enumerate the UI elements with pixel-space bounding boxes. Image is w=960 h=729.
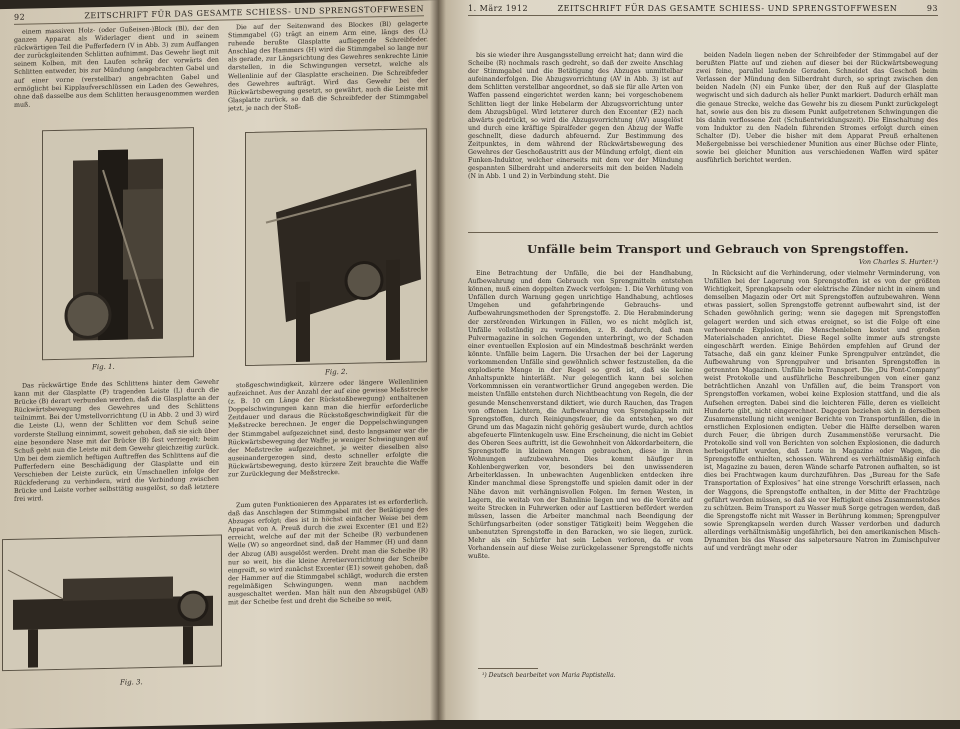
left-col2-low: Zum guten Funktionieren des Apparates ist es erforderlich, daß das Anschlagen der Stimmgabel mit der Betätigung des Abzuges erfolgt; dies ist in höchst einfacher Weise bei dem Apparat von A. Preuß durch die zwei Excenter (E1 und E2) erreicht, welche auf der mit der Scheibe (R) verbundenen Welle (W) so angeordnet sind, daß der Hammer (H) und dann der Abzug (AB) ausgelöst werden. Dreht man die Scheibe (R) nur so weit, bis die kleine Arretiervorrichtung der Scheibe eingreift, so wird zunächst Excenter (E1) soweit gehoben, daß der Hammer auf die Stimmgabel schlägt, wodurch die ersten regelmäßigen Schwingungen, wenn man nachdem ausgeschaltet werden. Man hält nun den Abzugsbügel (AB) mit der Scheibe fest und dreht die Scheibe so weit, (228, 498, 428, 607)
figure-3-caption: Fig. 3. (120, 678, 143, 687)
figure-3-photo (2, 535, 222, 672)
left-col2-mid: stoßgeschwindigkeit, kürzere oder längere Wellenlinien aufzeichnet. Aus der Anzahl der auf eine gewisse Meßstrecke (z. B. 10 cm Länge der Rückstoßbewegung) enthaltenen Doppelschwingungen kann man die hierfür erforderliche Zeitdauer und daraus die Rückstoßgeschwindigkeit für die Meßstrecke berechnen. Je enger die Doppelschwingungen der Stimmgabel aufgezeichnet sind, desto langsamer war die Rückwärtsbewegung der Waffe; je weniger Schwingungen auf der Meßstrecke aufgezeichnet, je weiter dieselben also auseinandergezogen sind, desto schneller erfolgte die Rückwärtsbewegung, desto kürzere Zeit brauchte die Waffe zur Zurücklegung der Meßstrecke. (228, 378, 428, 479)
left-running-head: ZEITSCHRIFT FÜR DAS GESAMTE SCHIESS- UND SPRENGSTOFFWESEN (84, 4, 424, 21)
right-col2-top: beiden Nadeln liegen neben der Schreibfeder der Stimmgabel auf der berußten Platte auf und ziehen auf dieser bei der Rückwärtsbewegung zwei feine, parallel laufende Geraden. Schneidet das Geschoß beim Verlassen der Mündung den Silberdraht durch, so springt zwischen den beiden Nadeln (N) ein Funke über, der den Ruß auf der Glasplatte wegwischt und sich dadurch als heller Punkt markiert. Dadurch erhält man die genaue Strecke, welche das Gewehr bis zu diesem Punkt zurückgelegt hat, sowie aus den bis zu diesem Punkt aufgetretenen Schwingungen die bis dahin verflossene Zeit (Schußentwicklungszeit). Die Einschaltung des vom Induktor zu den Nadeln führenden Stromes erfolgt durch einen Schalter (D). Ueber die bisher mit dem Apparat Preuß erhaltenen Meßergebnisse bei verschiedener Munition aus einer Büchse oder Flinte, sowie bei gleicher Munition aus verschiedenen Waffen wird später ausführlich berichtet werden. (696, 52, 938, 165)
left-col2-top: Die auf der Seitenwand des Blockes (Bl) gelagerte Stimmgabel (G) trägt an einem Arm eine, längs des (L) ruhende berußte Glasplatte aufliegende Schreibfeder. Anschlag des Hammers (H) wird die Stimmgabel so lange nur als gerade, zur Längsrichtung des Gewehres senkrechte Linie darstellen, in die Schwingungen versetzt, welche als Wellenlinie auf der Glasplatte erscheinen. Die Schreibfeder des Gewehres aufträgt. Wird das Gewehr bei der Rückwärtsbewegung gesetzt, so gewährt, auch die Leiste mit Glasplatte zurück, so daß die Schreibfeder der Stimmgabel jetzt, je nach der Stoß- (228, 20, 428, 113)
right-running-head: ZEITSCHRIFT FÜR DAS GESAMTE SCHIESS- UND SPRENGSTOFFWESEN (557, 4, 898, 13)
article-title: Unfälle beim Transport und Gebrauch von Sprengstoffen. (527, 242, 909, 256)
right-col1-body: Eine Betrachtung der Unfälle, die bei der Handhabung, Aufbewahrung und dem Gebrauch von Sprengmitteln entstehen können, muß einen doppelten Zweck verfolgen: 1. Die Verhütung von Unfällen durch Warnung gegen unrichtige Handhabung, achtloses Umgehen und gefahrbringende Gebrauchs- und Aufbewahrungsmethoden der Sprengstoffe. 2. Die Herabminderung der zerstörenden Wirkungen in Fällen, wo es nicht möglich ist, Unfälle vollständig zu vermeiden, z. B. dadurch, daß man Pulvermagazine in solchen Gegenden unterbringt, wo der Schaden einer eventuellen Explosion auf ein Mindestmaß beschränkt werden könnte. Unfälle beim Lagern. Die Ursachen der bei der Lagerung vorkommenden Unfälle sind gewöhnlich schwer festzustellen, da die explodierte Menge in der Regel so groß ist, daß sie keine Anhaltspunkte hinterläßt. Nur gelegentlich kann bei solchen Vorkommnissen ein verantwortlicher Grund angegeben werden. Die meisten Unfälle entstehen durch Nichtbeachtung von Regeln, die der gesunde Menschenverstand diktiert, wie durch Rauchen, das Tragen von offenen Lichtern, die Aufbewahrung von Sprengkapseln mit Sprengstoffen, durch Reinigungsfeuer, die da entstehen, wo der Grund um das Magazin nicht gehörig gesäubert wurde, durch achtlos abgefeuerte Flintenkugeln usw. Eine Erscheinung, die nicht im Gebiet des Oberen Sees auftritt, ist die Gewohnheit von Akkordarbeitern, die Sprengstoffe in kleinen Mengen gebrauchen, diese in ihren Wohnungen aufzubewahren. Dies kommt häufiger in Kohlenbergwerken vor, besonders bei den unwissenderen Arbeiterklassen. In unbewachten Augenblicken entdecken ihre Kinder manchmal diese Sprengstoffe und spielen damit oder in der Nähe davon mit verhängnisvollen Folgen. Im fernen Westen, in Lagern, die weitab von der Bahnlinie liegen und wo die Vorräte auf weite Strecken in Fuhrwerken oder auf Lasttieren befördert werden müssen, lassen die Arbeiter manchmal nach Beendigung der Schürfungsarbeiten (oder sonstiger Tätigkeit) beim Weggehen die unbenutzten Sprengstoffe in den Baracken, wo sie liegen, zurück. Mehr als ein Schürfer hat sein Leben verloren, da er vom Vorhandensein auf diese Weise zurückgelassener Sprengstoffe nichts wußte. (468, 270, 693, 561)
right-page-header (468, 4, 938, 16)
figure-1-photo (42, 127, 194, 360)
right-col2-body: In Rücksicht auf die Verhinderung, oder vielmehr Verminderung, von Unfällen bei der Lagerung von Sprengstoffen ist es von der größten Wichtigkeit, Sprengkapseln oder elektrische Zünder nicht in einem und demselben Magazin oder Ort mit Sprengstoffen aufzubewahren. Wenn etwas passiert, sollen Sprengstoffe getrennt aufbewahrt sind, ist der Schaden gewöhnlich gering; wenn sie dagegen mit Sprengstoffen gelagert werden und sich etwas ereignet, so ist die Folge oft eine verheerende Explosion, die Menschenleben kostet und großen Materialschaden anrichtet. Diese Regel sollte immer aufs strengste eingeschärft werden. Einige Behörden empfehlen auf Grund der Tatsache, daß ein ganz kleiner Funke Sprengpulver entzündet, die Aufbewahrung von Sprengpulver und brisanten Sprengstoffen in getrennten Magazinen. Unfälle beim Transport. Die „Du Pont-Company“ weist Protokolle und ausführliche Beschreibungen von einer ganz beträchtlichen Anzahl von Unfällen auf, die beim Transport von Sprengstoffen vorkamen, wobei keine Explosion stattfand, und die als Aufsehen erregten. Dabei sind die leichteren Fälle, deren es vielleicht Hunderte gibt, nicht eingerechnet. Dagegen beziehen sich in derselben Zusammenstellung nicht weniger Berichte von Transportunfällen, die in ernstlichen Explosionen endigten. Ueber die Hälfte derselben waren durch Feuer, die übrigen durch Zusammenstöße verursacht. Die Protokolle sind voll von Berichten von solchen Explosionen, die dadurch herbeigeführt wurden, daß Leute in Magazine oder Wagen, die Sprengstoffe enthielten, schossen. Während es verhältnismäßig einfach ist, Magazine zu bauen, deren Wände scharfe Patronen aufhalten, so ist dies bei Frachtwagen kaum durchzuführen. Das „Bureau for the Safe Transportation of Explosives“ hat eine strenge Vorschrift erlassen, nach der Waggons, die Sprengstoffe enthalten, in der Mitte der Frachtzüge geführt werden müssen, so daß sie vor Heftigkeit eines Zusammenstoßes zu schützen. Beim Transport zu Wasser muß Sorge getragen werden, daß die Sprengstoffe nicht mit Wasser in Berührung kommen; Sprengpulver sowie Sprengkapseln werden durch Wasser verdorben und dadurch allerdings verhältnismäßig ungefährlich, bei den amerikanischen Misch-Dynamiten bis das Wasser das salpetersaure Natron im Zumischpulver auf und verdrängt mehr oder (704, 270, 940, 553)
right-page (438, 0, 960, 720)
left-col1-mid: Das rückwärtige Ende des Schlittens hinter dem Gewehr kann mit der Glasplatte (P) tragenden Leiste (L) durch die Brücke (B) derart verbunden werden, daß die Glasplatte an der Rückwärtsbewegung des Gewehres und des Schlittens teilnimmt. Bei der Umstellvorrichtung (U in Abb. 2 und 3) wird die Leiste (L), wenn der Schlitten vor dem Schuß seine vorderste Stellung einnimmt, soweit gehoben, daß sie sich über eine besondere Nase mit der Brücke (B) fest verriegelt; beim Schuß geht nun die Leiste mit dem Gewehr gleichzeitig zurück. Um bei dem ziemlich heftigen Auftreffen des Schlittens auf die Pufferfedern eine Beschädigung der Glasplatte und ein Verschieben der Leiste zurück, ein Umschnellen infolge der Rückfederung zu verhindern, wird die Verbindung zwischen Brücke und Leiste vorher selbsttätig ausgelöst, so daß letztere frei wird. (14, 378, 219, 504)
right-page-date: 1. März 1912 (468, 4, 529, 13)
article-byline: Von Charles S. Hurter.¹) (858, 258, 938, 266)
left-page (0, 0, 438, 729)
figure-1-apparatus-drawing (43, 128, 193, 359)
right-col1-top: bis sie wieder ihre Ausgangsstellung erreicht hat; dann wird die Scheibe (R) nochmals rasch gedreht, so daß der zweite Anschlag der Stimmgabel und die Betätigung des Abzuges unmittelbar aufeinanderfolgen. Die Abzugsvorrichtung (AV in Abb. 3) ist auf dem Schlitten verstellbar angeordnet, so daß sie für alle Arten von Waffen passend eingerichtet werden kann; bei vorgeschobenem Schlitten liegt der linke Hebelarm der Abzugsvorrichtung unter dem Abzugsbügel. Wird letzterer durch den Excenter (E2) nach abwärts gedrückt, so wird die Abzugsvorrichtung (AV) ausgelöst und durch eine kräftige Spiralfeder gegen den Abzug der Waffe geschnellt, diese dadurch abfeuernd. Zur Bestimmung des Zeitpunktes, in dem während der Rückwärtsbewegung des Gewehres der Geschoßaustritt aus der Mündung erfolgt, dient ein Funken-Induktor, welcher einerseits mit dem vor der Mündung gespannten Silberdraht und andererseits mit den beiden Nadeln (N in Abb. 1 und 2) in Verbindung steht. Die (468, 52, 683, 181)
footnote: ¹) Deutsch bearbeitet von Maria Paptistella. (482, 672, 616, 679)
book-gutter (430, 0, 446, 720)
left-col1-top: einem massiven Holz- (oder Gußeisen-)Block (Bl), der den ganzen Apparat als Widerlager dient und in seinem rückwärtigen Teil die Pufferfedern (V in Abb. 3) zum Auffangen der zurückgleitenden Schlitten aufnimmt. Das Gewehr liegt mit seinem Kolben, mit den Laufen schräg der vorwärts den Schlitten entweder, bis zur Mündung (angebrachten Gabel und auf einer vorne (verstellbar) angebrachten Gabel und ermöglicht bei Kipplaufverschlüssen ein Laden des Gewehres, ohne daß dasselbe aus dem Schlitten herausgenommen werden muß. (14, 24, 219, 109)
figure-3-apparatus-drawing (3, 536, 221, 671)
figure-2-caption: Fig. 2. (325, 367, 348, 377)
footnote-rule (478, 668, 538, 669)
figure-1-caption: Fig. 1. (92, 362, 115, 372)
right-page-number: 93 (926, 4, 938, 13)
figure-2-photo (245, 128, 427, 366)
section-rule (468, 232, 938, 233)
figure-2-apparatus-drawing (246, 129, 426, 365)
left-page-number: 92 (14, 12, 26, 22)
